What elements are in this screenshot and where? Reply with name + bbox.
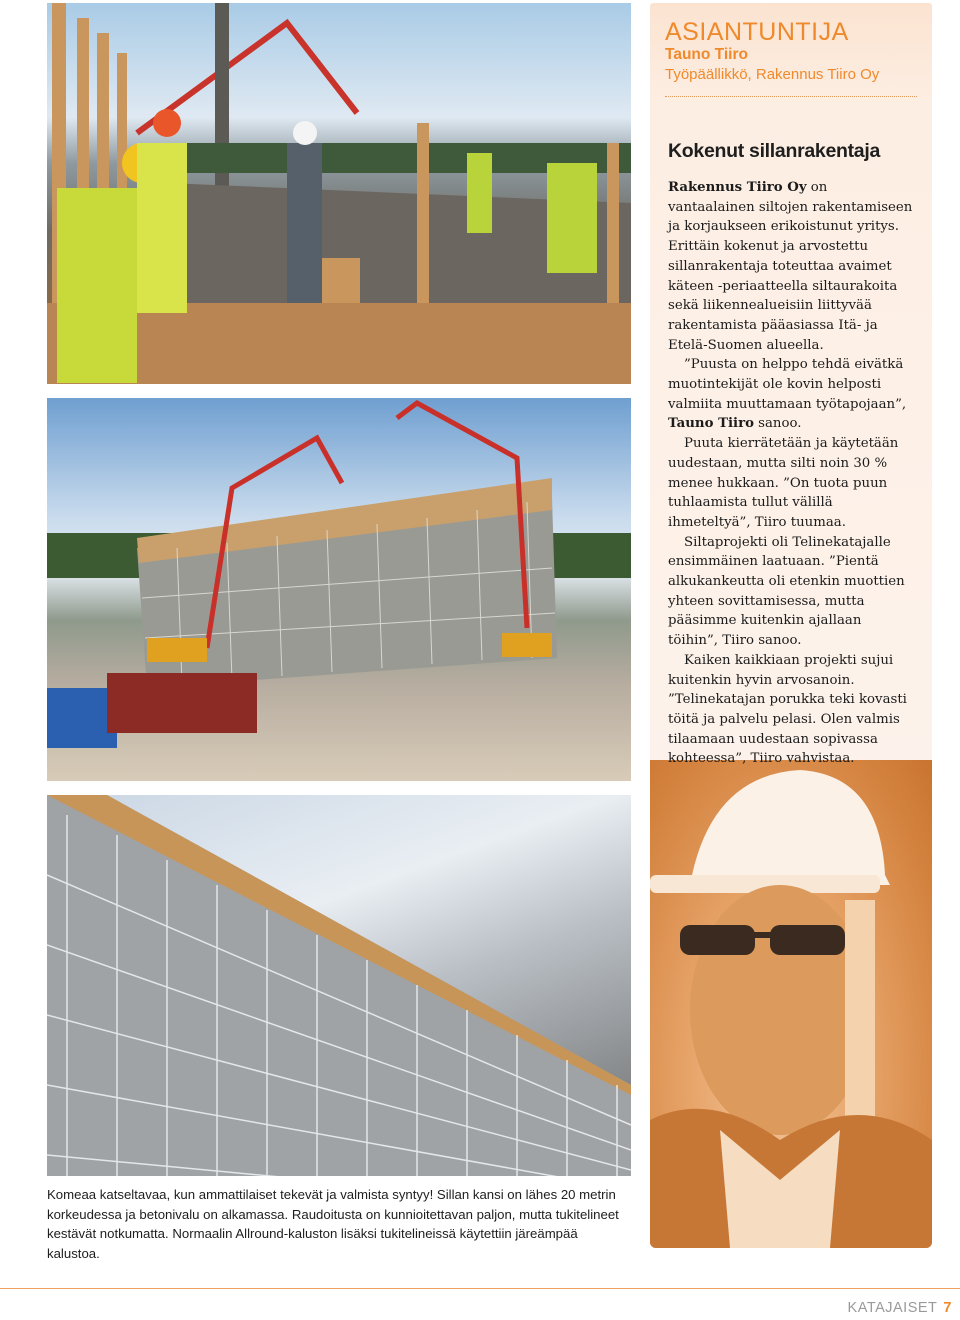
expert-name: Tauno Tiiro xyxy=(665,46,748,63)
dotted-divider xyxy=(665,96,917,97)
photo-caption: Komeaa katseltavaa, kun ammattilaiset tekevät ja valmista syntyy! Sillan kansi on lähes 20 metrin korkeudessa ja betonivalu on alkamassa. Raudoitusta on kunnioitettavan paljon, mutta tukitelineet kestävät notkumatta. Normaalin Allround-kaluston lisäksi tukitelineissä käytettiin järeämpää kalustoa. xyxy=(47,1187,619,1261)
company-name: Rakennus Tiiro Oy xyxy=(668,180,807,195)
photo-workers-illustration xyxy=(47,3,631,384)
photo-scaffold-closeup xyxy=(47,795,631,1176)
photo-bridge-illustration xyxy=(47,398,631,781)
expert-role: Työpäällikkö, Rakennus Tiiro Oy xyxy=(665,66,880,83)
publication-name: KATAJAISET xyxy=(847,1300,938,1316)
photo-bridge-scaffolding xyxy=(47,398,631,781)
photo-workers-on-formwork xyxy=(47,3,631,384)
footer-divider xyxy=(0,1288,960,1289)
article-body xyxy=(668,178,914,769)
paragraph-text: sanoo. xyxy=(753,416,802,432)
article-paragraph-5: Kaiken kaikkiaan projekti sujui kuitenkin hyvin arvosanoin. ”Telinekatajan porukka teki kovasti töitä ja palvelu pelasi. Olen valmis tilaamaan uudestaan sopivassa kohteessa”, Tiiro vahvistaa. xyxy=(668,652,907,767)
article-paragraph-3: Puuta kierrätetään ja käytetään uudestaan, mutta silti noin 30 % menee hukkaan. ”On tuota puun tuhlaamista tullut välillä ihmeteltyä”, Tiiro tuumaa. xyxy=(668,436,899,530)
article-title: Kokenut sillanrakentaja xyxy=(668,140,881,162)
portrait-photo xyxy=(650,760,932,1248)
article-paragraph-1 xyxy=(668,178,914,355)
photo-scaffold-illustration xyxy=(47,795,631,1176)
article-paragraph-2 xyxy=(668,355,914,434)
paragraph-text: on vantaalainen siltojen rakentamiseen ja korjaukseen erikoistunut yritys. Erittäin kokenut ja arvostettu sillanrakentaja toteuttaa avaimet käteen -periaatteella siltaurakoita sekä liikennealueisiin liittyvää rakentamista pääasiassa Itä- ja Etelä-Suomen alueella. xyxy=(668,180,913,353)
quote-text: ”Puusta on helppo tehdä eivätkä muotintekijät ole kovin helposti valmiita muuttamaan työtapojaan”, xyxy=(668,357,907,412)
article-paragraph-4: Siltaprojekti oli Telinekatajalle ensimmäinen laatuaan. ”Pientä alkukankeutta oli etenkin muottien yhteen sovittamisessa, mutta pääsimme kuitenkin ajallaan töihin”, Tiiro sanoo. xyxy=(668,534,905,649)
quoted-person: Tauno Tiiro xyxy=(668,416,754,432)
page-footer xyxy=(848,1300,952,1316)
section-label: ASIANTUNTIJA xyxy=(665,18,849,46)
page-number: 7 xyxy=(943,1300,952,1316)
portrait-illustration xyxy=(650,760,932,1248)
